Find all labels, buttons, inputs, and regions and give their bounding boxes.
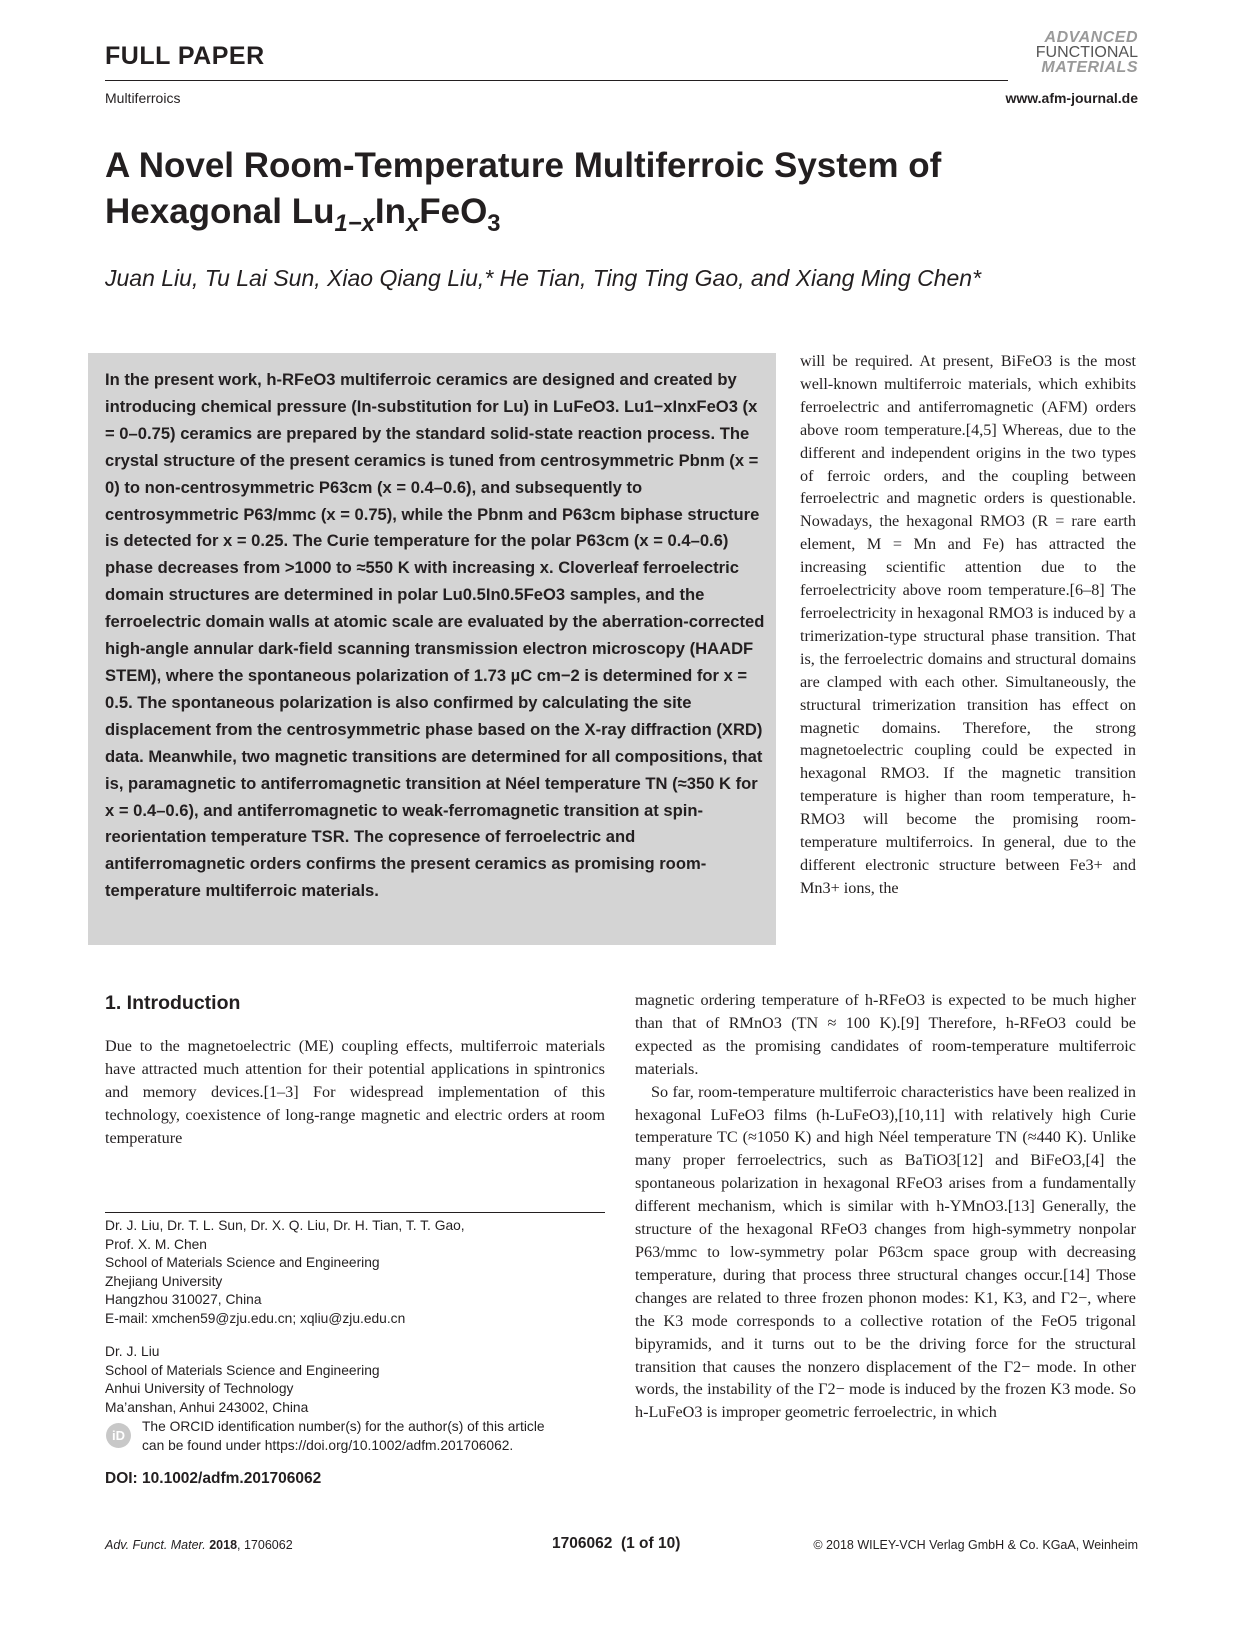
logo-line-1: ADVANCED	[1044, 29, 1138, 46]
affiliation-line: Zhejiang University	[105, 1273, 223, 1289]
logo-line-3: MATERIALS	[1041, 59, 1138, 76]
affiliation-anhui	[105, 1343, 380, 1417]
title-subscript: x	[405, 210, 420, 237]
copyright-notice: © 2018 WILEY-VCH Verlag GmbH & Co. KGaA, Weinheim	[813, 1538, 1138, 1552]
journal-logo	[1010, 30, 1138, 75]
affiliation-line: Hangzhou 310027, China	[105, 1292, 262, 1308]
footer-citation	[105, 1538, 293, 1552]
title-text: FeO	[419, 192, 488, 231]
author-list: Juan Liu, Tu Lai Sun, Xiao Qiang Liu,* He Tian, Ting Ting Gao, and Xiang Ming Chen*	[105, 265, 982, 291]
title-text: Hexagonal Lu	[105, 192, 335, 231]
page-number: 1706062 (1 of 10)	[552, 1535, 681, 1552]
email-line[interactable]: E-mail: xmchen59@zju.edu.cn; xqliu@zju.edu.cn	[105, 1310, 406, 1326]
affiliation-line: Prof. X. M. Chen	[105, 1236, 207, 1252]
affiliation-line: Ma’anshan, Anhui 243002, China	[105, 1399, 309, 1415]
affiliation-divider	[105, 1212, 605, 1213]
title-subscript: 1−x	[334, 210, 375, 237]
journal-url-link[interactable]: www.afm-journal.de	[1005, 90, 1138, 106]
logo-line-2: FUNCTIONAL	[1035, 44, 1138, 61]
orcid-note	[142, 1418, 612, 1455]
affiliation-line: School of Materials Science and Engineering	[105, 1255, 380, 1271]
title-text: In	[374, 192, 406, 231]
orcid-icon: iD	[106, 1423, 131, 1448]
header-divider	[105, 80, 1008, 81]
intro-right-column	[635, 989, 1136, 1424]
intro-continuation: magnetic ordering temperature of h-RFeO3 is expected to be much higher than that of RMnO3 (TN ≈ 100 K).[9] Therefore, h-RFeO3 could be expected as the promising candidates of room-temperature multiferroic materials.	[635, 991, 1136, 1078]
article-type-label: FULL PAPER	[105, 42, 265, 70]
intro-paragraph-2: So far, room-temperature multiferroic characteristics have been realized in hexagonal LuFeO3 films (h-LuFeO3),[10,11] with relatively high Curie temperature TC (≈1050 K) and high Néel temperature TN (≈440 K). Unlike many proper ferroelectrics, such as BaTiO3[12] and BiFeO3,[4] the spontaneous polarization in hexagonal RFeO3 arises from a fundamentally different mechanism, which is similar with h-YMnO3.[13] Generally, the structure of the hexagonal RFeO3 changes from high-symmetry nonpolar P63/mmc to low-symmetry polar P63cm space group with decreasing temperature, during that process three structural changes occur.[14] Those changes are related to three frozen phonon modes: K1, K3, and Γ2−, where the K3 mode corresponds to a collective rotation of the FeO5 trigonal bipyramids, and it turns out to be the driving force for the structural transition that causes the nonzero displacement of the Γ2− mode. In other words, the instability of the Γ2− mode is induced by the frozen K3 mode. So h-LuFeO3 is improper geometric ferroelectric, in which	[635, 1082, 1136, 1422]
abstract-text: In the present work, h-RFeO3 multiferroic ceramics are designed and created by introducing chemical pressure (In-substitution for Lu) in LuFeO3. Lu1−xInxFeO3 (x = 0–0.75) ceramics are prepared by the standard solid-state reaction process. The crystal structure of the present ceramics is tuned from centrosymmetric Pbnm (x = 0) to non-centrosymmetric P63cm (x = 0.4–0.6), and subsequently to centrosymmetric P63/mmc (x = 0.75), while the Pbnm and P63cm biphase structure is detected for x = 0.25. The Curie temperature for the polar P63cm (x = 0.4–0.6) phase decreases from >1000 to ≈550 K with increasing x. Cloverleaf ferroelectric domain structures are determined in polar Lu0.5In0.5FeO3 samples, and the ferroelectric domain walls at atomic scale are evaluated by the aberration-corrected high-angle annular dark-field scanning transmission electron microscopy (HAADF STEM), where the spontaneous polarization of 1.73 µC cm−2 is determined for x = 0.5. The spontaneous polarization is also confirmed by calculating the site displacement from the centrosymmetric phase based on the X-ray diffraction (XRD) data. Meanwhile, two magnetic transitions are determined for all compositions, that is, paramagnetic to antiferromagnetic transition at Néel temperature TN (≈350 K for x = 0.4–0.6), and antiferromagnetic to weak-ferromagnetic transition at spin-reorientation temperature TSR. The copresence of ferroelectric and antiferromagnetic orders confirms the present ceramics as promising room-temperature multiferroic materials.	[105, 370, 765, 901]
orcid-line-1: The ORCID identification number(s) for the author(s) of this article	[142, 1419, 545, 1434]
section-label: Multiferroics	[105, 90, 181, 106]
affiliation-line: Anhui University of Technology	[105, 1381, 294, 1397]
affiliation-zhejiang	[105, 1217, 465, 1329]
intro-right-column-top: will be required. At present, BiFeO3 is the most well-known multiferroic materials, which exhibits ferroelectric and antiferromagnetic (AFM) orders above room temperature.[4,5] Whereas, due to the different and independent origins in the two types of ferroic orders, and the coupling between ferroelectric and magnetic orders is questionable. Nowadays, the hexagonal RMO3 (R = rare earth element, M = Mn and Fe) has attracted the increasing scientific attention due to the ferroelectricity above room temperature.[6–8] The ferroelectricity in hexagonal RMO3 is induced by a trimerization-type structural phase transition. That is, the ferroelectric domains and structural domains are clamped with each other. Simultaneously, the structural trimerization transition has effect on magnetic domains. Therefore, the strong magnetoelectric coupling could be expected in hexagonal RMO3. If the magnetic transition temperature is higher than room temperature, h-RMO3 will become the promising room-temperature multiferroics. In general, due to the different electronic structure between Fe3+ and Mn3+ ions, the	[800, 352, 1136, 897]
title-line-1: A Novel Room-Temperature Multiferroic System of	[105, 146, 942, 185]
section-heading-introduction: 1. Introduction	[105, 992, 241, 1014]
affiliation-line: Dr. J. Liu, Dr. T. L. Sun, Dr. X. Q. Liu, Dr. H. Tian, T. T. Gao,	[105, 1218, 465, 1233]
paper-title	[105, 143, 1065, 235]
footer-year: 2018	[209, 1538, 238, 1552]
title-subscript: 3	[487, 210, 501, 237]
affiliation-line: Dr. J. Liu	[105, 1344, 160, 1359]
affiliation-line: School of Materials Science and Engineering	[105, 1362, 380, 1378]
footer-article-number: , 1706062	[237, 1538, 293, 1552]
title-line-2	[105, 189, 1065, 235]
doi-label[interactable]: DOI: 10.1002/adfm.201706062	[105, 1470, 322, 1487]
intro-paragraph-1: Due to the magnetoelectric (ME) coupling effects, multiferroic materials have attracted much attention for their potential applications in spintronics and memory devices.[1–3] For widespread implementation of this technology, coexistence of long-range magnetic and electric orders at room temperature	[105, 1037, 605, 1147]
journal-abbrev: Adv. Funct. Mater.	[105, 1538, 206, 1552]
orcid-link[interactable]: can be found under https://doi.org/10.1002/adfm.201706062.	[142, 1437, 514, 1453]
